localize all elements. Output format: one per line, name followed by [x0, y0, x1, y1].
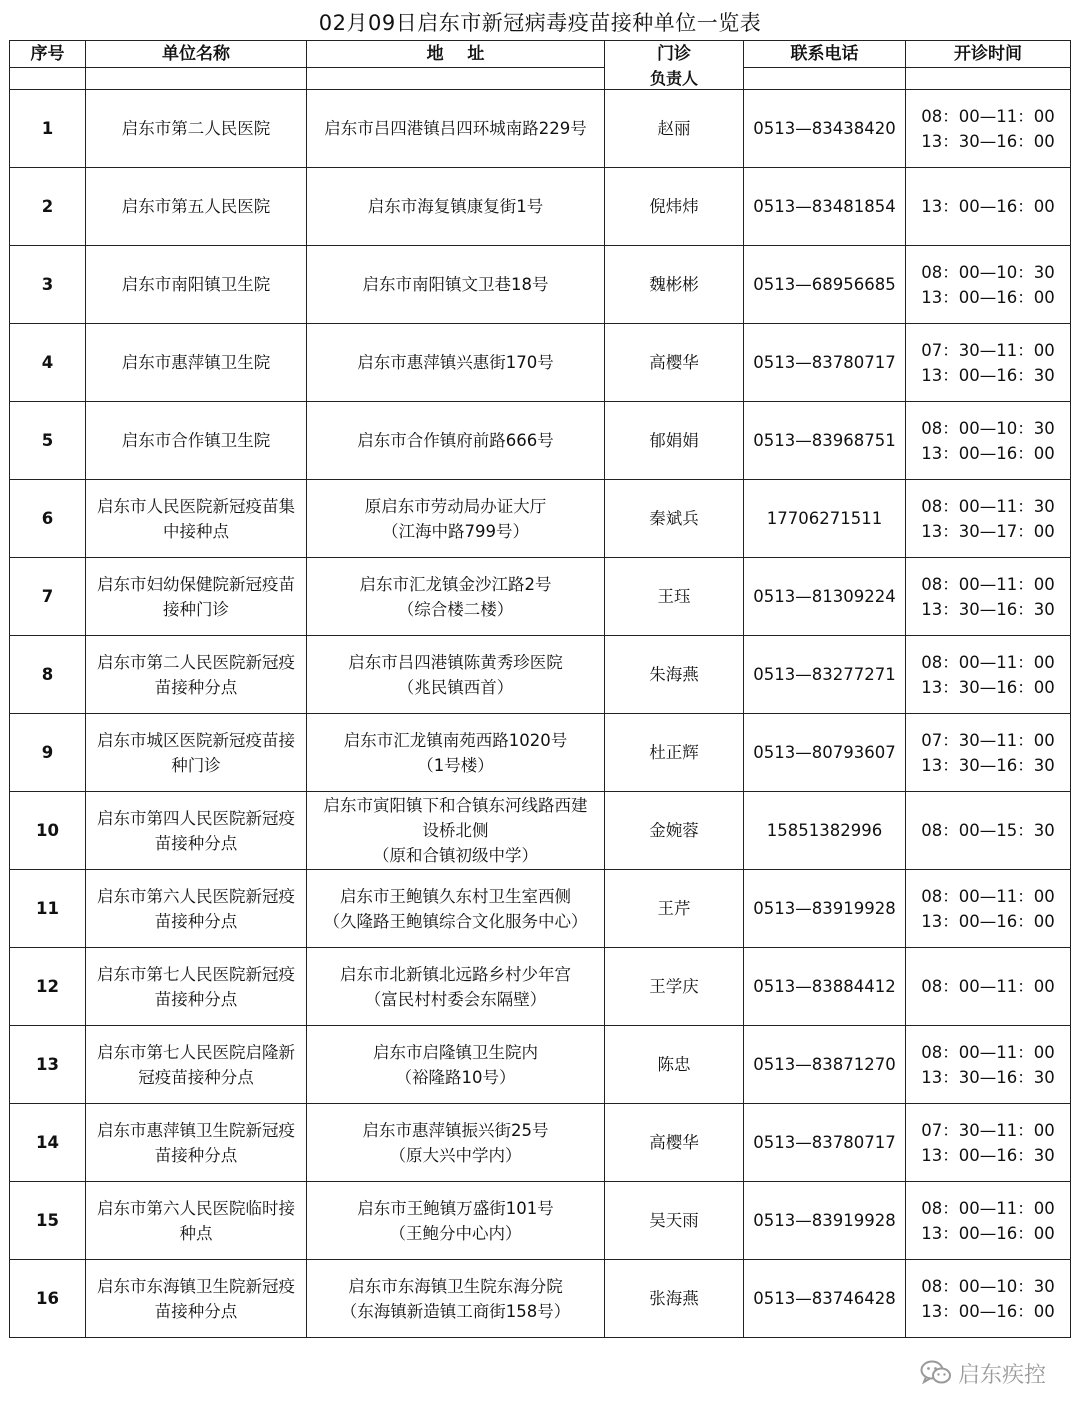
cell-hours-line: 13：30—16：30 [921, 599, 1055, 619]
cell-phone: 0513—83968751 [744, 402, 906, 480]
cell-address [307, 1104, 605, 1182]
cell-hours-line: 13：00—16：30 [921, 1145, 1055, 1165]
cell-name-line: 启东市妇幼保健院新冠疫苗 [97, 574, 295, 594]
cell-hours-line: 08：00—11：00 [921, 1198, 1055, 1218]
cell-address-line: （王鲍分中心内） [389, 1223, 522, 1243]
cell-name [86, 1026, 307, 1104]
cell-address-line: （东海镇新造镇工商街158号） [340, 1301, 571, 1321]
cell-hours-line: 13：00—16：30 [921, 365, 1055, 385]
header-row [10, 41, 1071, 68]
cell-seq: 4 [10, 324, 86, 402]
cell-phone: 0513—83919928 [744, 870, 906, 948]
cell-name-line: 启东市第二人民医院 [121, 119, 271, 138]
cell-hours-line: 08：00—10：30 [921, 262, 1055, 282]
cell-name [86, 948, 307, 1026]
cell-address-line: 设桥北侧 [422, 821, 489, 840]
cell-name-line: 启东市第四人民医院新冠疫 [97, 808, 295, 828]
cell-name-line: 种门诊 [171, 755, 221, 775]
cell-name-line: 启东市人民医院新冠疫苗集 [97, 496, 295, 516]
cell-name-line: 启东市合作镇卫生院 [121, 431, 271, 450]
cell-phone: 0513—83438420 [744, 90, 906, 168]
cell-hours [906, 246, 1071, 324]
cell-name [86, 168, 307, 246]
cell-name-line: 启东市南阳镇卫生院 [121, 275, 271, 294]
cell-hours [906, 168, 1071, 246]
cell-hours-line: 13：00—16：00 [921, 287, 1055, 307]
table-row [10, 246, 1071, 324]
cell-hours [906, 1182, 1071, 1260]
table-row [10, 636, 1071, 714]
cell-address [307, 558, 605, 636]
cell-phone: 17706271511 [744, 480, 906, 558]
cell-address-line: 启东市惠萍镇振兴街25号 [362, 1120, 549, 1140]
table-row [10, 948, 1071, 1026]
cell-seq: 9 [10, 714, 86, 792]
cell-name-line: 启东市惠萍镇卫生院新冠疫 [97, 1120, 295, 1140]
cell-address-line: （1号楼） [417, 755, 494, 775]
cell-name-line: 启东市惠萍镇卫生院 [121, 353, 271, 372]
header-hours: 开诊时间 [906, 41, 1071, 68]
cell-person: 王珏 [605, 558, 744, 636]
cell-address [307, 636, 605, 714]
header-clinic: 门诊 [605, 41, 744, 68]
cell-address-line: 启东市启隆镇卫生院内 [373, 1042, 538, 1062]
cell-hours [906, 90, 1071, 168]
cell-address-line: 启东市吕四港镇陈黄秀珍医院 [348, 652, 563, 672]
cell-address [307, 324, 605, 402]
cell-name-line: 种点 [179, 1223, 213, 1243]
cell-hours [906, 480, 1071, 558]
cell-seq: 16 [10, 1260, 86, 1338]
cell-person: 魏彬彬 [605, 246, 744, 324]
cell-address-line: （富民村村委会东隔壁） [364, 989, 547, 1009]
cell-phone: 0513—83746428 [744, 1260, 906, 1338]
cell-hours [906, 1104, 1071, 1182]
cell-hours-line: 13：30—17：00 [921, 521, 1055, 541]
cell-address [307, 168, 605, 246]
cell-phone: 0513—83780717 [744, 324, 906, 402]
cell-hours-line: 08：00—10：30 [921, 1276, 1055, 1296]
header-name: 单位名称 [86, 41, 307, 68]
cell-name-line: 苗接种分点 [154, 989, 238, 1009]
cell-person: 秦斌兵 [605, 480, 744, 558]
cell-hours-line: 13：30—16：30 [921, 1067, 1055, 1087]
cell-hours [906, 714, 1071, 792]
cell-hours [906, 1260, 1071, 1338]
cell-hours-line: 13：00—16：00 [921, 197, 1055, 216]
cell-seq: 2 [10, 168, 86, 246]
cell-hours [906, 870, 1071, 948]
table-row [10, 714, 1071, 792]
header-subrow [10, 68, 1071, 90]
cell-address-line: （兆民镇西首） [397, 677, 514, 697]
cell-seq: 11 [10, 870, 86, 948]
cell-name [86, 870, 307, 948]
cell-hours-line: 13：00—16：00 [921, 443, 1055, 463]
cell-name-line: 启东市第六人民医院新冠疫 [97, 886, 295, 906]
cell-phone: 0513—83919928 [744, 1182, 906, 1260]
cell-name [86, 1260, 307, 1338]
cell-name-line: 启东市城区医院新冠疫苗接 [97, 730, 295, 750]
cell-hours-line: 07：30—11：00 [921, 1120, 1055, 1140]
cell-name [86, 1182, 307, 1260]
cell-person: 王学庆 [605, 948, 744, 1026]
cell-hours [906, 948, 1071, 1026]
table-row [10, 1026, 1071, 1104]
cell-address [307, 246, 605, 324]
table-row [10, 168, 1071, 246]
cell-name [86, 324, 307, 402]
cell-address [307, 948, 605, 1026]
cell-seq: 12 [10, 948, 86, 1026]
table-row [10, 1260, 1071, 1338]
cell-address [307, 90, 605, 168]
cell-phone: 0513—80793607 [744, 714, 906, 792]
cell-seq: 1 [10, 90, 86, 168]
cell-address-line: 启东市寅阳镇下和合镇东河线路西建 [323, 796, 588, 815]
cell-name-line: 苗接种分点 [154, 1301, 238, 1321]
cell-hours-line: 08：00—11：00 [921, 1042, 1055, 1062]
cell-phone: 0513—83481854 [744, 168, 906, 246]
cell-name-line: 启东市第七人民医院启隆新 [97, 1042, 295, 1062]
cell-name-line: 冠疫苗接种分点 [138, 1067, 254, 1087]
cell-name [86, 792, 307, 870]
cell-address-line: （久隆路王鲍镇综合文化服务中心） [323, 911, 588, 931]
cell-name-line: 苗接种分点 [154, 911, 238, 931]
cell-hours-line: 08：00—11：00 [921, 977, 1055, 996]
cell-name [86, 480, 307, 558]
cell-name-line: 接种门诊 [163, 599, 229, 619]
cell-name-line: 苗接种分点 [154, 677, 238, 697]
cell-address-line: 启东市吕四港镇吕四环城南路229号 [324, 119, 587, 138]
cell-hours-line: 08：00—15：30 [921, 821, 1055, 840]
cell-address-line: 启东市王鲍镇万盛街101号 [357, 1198, 554, 1218]
cell-hours-line: 13：00—16：00 [921, 1301, 1055, 1321]
cell-name-line: 启东市第六人民医院临时接 [97, 1198, 295, 1218]
table-row [10, 480, 1071, 558]
table-row [10, 792, 1071, 870]
cell-hours-line: 08：00—10：30 [921, 418, 1055, 438]
cell-phone: 0513—83780717 [744, 1104, 906, 1182]
header-phone: 联系电话 [744, 41, 906, 68]
cell-hours [906, 792, 1071, 870]
cell-hours-line: 08：00—11：00 [921, 106, 1055, 126]
cell-hours [906, 324, 1071, 402]
cell-phone: 0513—83884412 [744, 948, 906, 1026]
cell-name-line: 启东市第五人民医院 [121, 197, 271, 216]
cell-person: 高樱华 [605, 324, 744, 402]
cell-person: 杜正辉 [605, 714, 744, 792]
watermark-text: 启东疾控 [957, 1362, 1046, 1388]
cell-name-line: 苗接种分点 [154, 1145, 238, 1165]
cell-hours-line: 07：30—11：00 [921, 340, 1055, 360]
cell-address [307, 402, 605, 480]
cell-address [307, 1260, 605, 1338]
cell-name [86, 90, 307, 168]
cell-address-line: 启东市南阳镇文卫巷18号 [362, 275, 549, 294]
cell-person: 郁娟娟 [605, 402, 744, 480]
cell-person: 张海燕 [605, 1260, 744, 1338]
cell-person: 朱海燕 [605, 636, 744, 714]
cell-name-line: 中接种点 [163, 521, 229, 541]
cell-person: 陈忠 [605, 1026, 744, 1104]
cell-person: 赵丽 [605, 90, 744, 168]
cell-hours-line: 08：00—11：00 [921, 652, 1055, 672]
cell-phone: 0513—68956685 [744, 246, 906, 324]
cell-seq: 10 [10, 792, 86, 870]
cell-name-line: 启东市第七人民医院新冠疫 [97, 964, 295, 984]
cell-hours-line: 13：30—16：00 [921, 677, 1055, 697]
table-row [10, 402, 1071, 480]
cell-hours-line: 08：00—11：30 [921, 496, 1055, 516]
cell-hours [906, 636, 1071, 714]
cell-hours-line: 13：00—16：00 [921, 911, 1055, 931]
cell-address-line: （原大兴中学内） [389, 1145, 522, 1165]
cell-name [86, 636, 307, 714]
cell-person: 倪炜炜 [605, 168, 744, 246]
cell-name [86, 1104, 307, 1182]
table-row [10, 1104, 1071, 1182]
table-row [10, 558, 1071, 636]
cell-name-line: 启东市东海镇卫生院新冠疫 [97, 1276, 295, 1296]
cell-seq: 6 [10, 480, 86, 558]
cell-name [86, 246, 307, 324]
cell-address-line: 启东市惠萍镇兴惠街170号 [357, 353, 554, 372]
cell-phone: 0513—83277271 [744, 636, 906, 714]
cell-seq: 13 [10, 1026, 86, 1104]
cell-address-line: （裕隆路10号） [395, 1067, 516, 1087]
cell-name [86, 714, 307, 792]
cell-seq: 15 [10, 1182, 86, 1260]
cell-hours [906, 1026, 1071, 1104]
watermark [920, 1358, 1046, 1388]
cell-address [307, 792, 605, 870]
cell-hours-line: 13：00—16：00 [921, 1223, 1055, 1243]
vaccination-sites-table [9, 40, 1071, 1338]
cell-seq: 5 [10, 402, 86, 480]
cell-name-line: 苗接种分点 [154, 833, 238, 853]
cell-hours-line: 13：30—16：00 [921, 131, 1055, 151]
cell-address [307, 714, 605, 792]
cell-phone: 15851382996 [744, 792, 906, 870]
cell-address-line: 启东市合作镇府前路666号 [357, 431, 554, 450]
cell-seq: 3 [10, 246, 86, 324]
cell-hours [906, 402, 1071, 480]
header-person: 负责人 [605, 68, 744, 90]
header-address: 地 址 [307, 41, 605, 68]
table-row [10, 324, 1071, 402]
cell-address-line: 启东市汇龙镇金沙江路2号 [359, 574, 552, 594]
table-row [10, 870, 1071, 948]
cell-address-line: 启东市东海镇卫生院东海分院 [348, 1276, 563, 1296]
cell-address-line: 启东市海复镇康复街1号 [367, 197, 544, 216]
cell-address [307, 480, 605, 558]
cell-person: 吴天雨 [605, 1182, 744, 1260]
cell-address-line: （综合楼二楼） [397, 599, 514, 619]
cell-hours-line: 07：30—11：00 [921, 730, 1055, 750]
cell-address-line: （江海中路799号） [382, 521, 529, 541]
table-row [10, 1182, 1071, 1260]
cell-name [86, 402, 307, 480]
cell-phone: 0513—81309224 [744, 558, 906, 636]
cell-person: 金婉蓉 [605, 792, 744, 870]
cell-hours-line: 08：00—11：00 [921, 574, 1055, 594]
cell-address-line: 原启东市劳动局办证大厅 [364, 496, 547, 516]
cell-address [307, 1182, 605, 1260]
cell-hours [906, 558, 1071, 636]
cell-hours-line: 13：30—16：30 [921, 755, 1055, 775]
cell-address-line: 启东市王鲍镇久东村卫生室西侧 [340, 886, 571, 906]
cell-address [307, 870, 605, 948]
cell-seq: 7 [10, 558, 86, 636]
cell-person: 王芹 [605, 870, 744, 948]
wechat-icon [920, 1360, 952, 1386]
cell-seq: 8 [10, 636, 86, 714]
header-seq: 序号 [10, 41, 86, 68]
cell-address-line: 启东市北新镇北远路乡村少年宫 [340, 964, 571, 984]
cell-name-line: 启东市第二人民医院新冠疫 [97, 652, 295, 672]
cell-address [307, 1026, 605, 1104]
cell-address-line: （原和合镇初级中学） [373, 846, 538, 865]
cell-hours-line: 08：00—11：00 [921, 886, 1055, 906]
cell-phone: 0513—83871270 [744, 1026, 906, 1104]
table-row [10, 90, 1071, 168]
cell-name [86, 558, 307, 636]
cell-seq: 14 [10, 1104, 86, 1182]
cell-person: 高樱华 [605, 1104, 744, 1182]
cell-address-line: 启东市汇龙镇南苑西路1020号 [343, 730, 568, 750]
page-title: 02月09日启东市新冠病毒疫苗接种单位一览表 [318, 11, 762, 35]
